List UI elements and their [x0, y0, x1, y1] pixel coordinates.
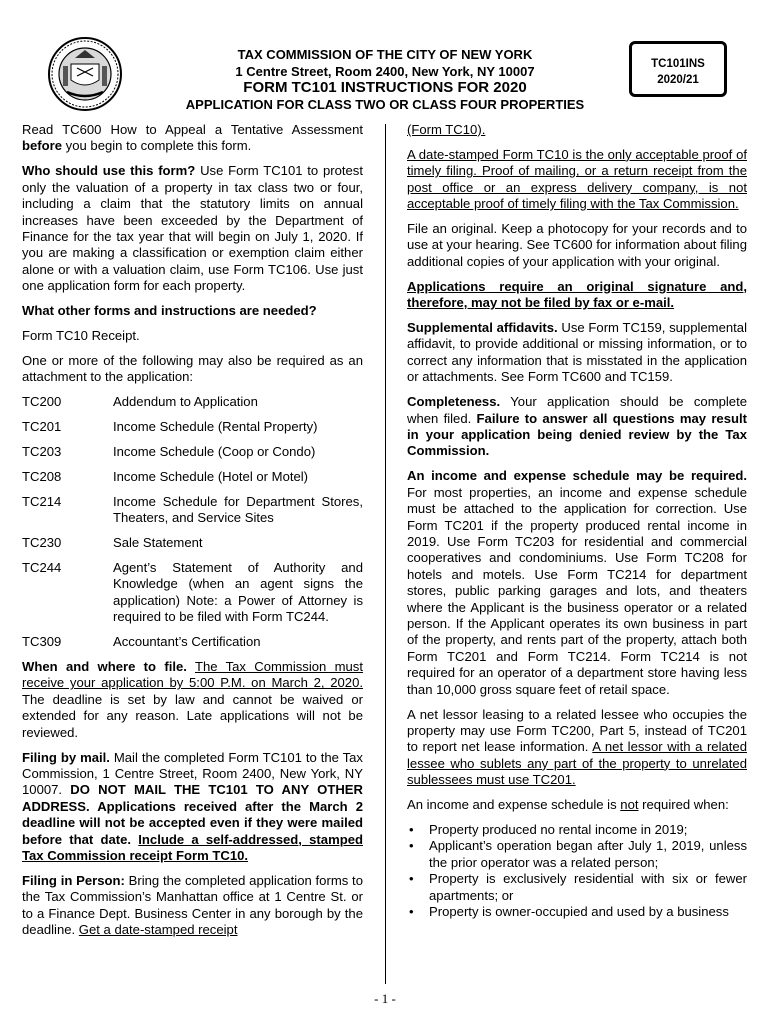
header-title: TAX COMMISSION OF THE CITY OF NEW YORK: [237, 47, 533, 62]
supplemental-paragraph: Supplemental affidavits. Use Form TC159, supplemental affidavit, to provide additional or missing information, or to correct any information that is misstated in the application or attachments. See Form TC600 and TC159.: [407, 320, 747, 385]
when-paragraph: When and where to file. The Tax Commission must receive your application by 5:00 P.M. on March 2, 2020. The deadline is set by law and cannot be waived or extended for any reason. Late applications will not be reviewed.: [22, 659, 363, 740]
who-paragraph: Who should use this form? Use Form TC101 to protest only the valuation of a property in tax class two or four, including a claim that the statutory limits on annual increases have been exceeded by the Department of Finance for the tax year that will begin on July 1, 2020. If you are making a classification or exemption claim either alone or with a valuation claim, use Form TC106. Use just one application form for each property.: [22, 163, 363, 294]
form-code: TC101INS: [651, 58, 705, 70]
mail-paragraph: Filing by mail. Mail the completed Form TC101 to the Tax Commission, 1 Centre Street, Room 2400, New York, NY 10007. DO NOT MAIL THE TC101 TO ANY OTHER ADDRESS. Applications received after the March 2 deadline will not be accepted even if they were mailed before that date. Include a self-addressed, stamped Tax Commission receipt Form TC10.: [22, 749, 363, 864]
net-lessor-paragraph: A net lessor leasing to a related lessee who occupies the property may use Form TC200, Part 5, instead of TC201 to report net lease information. A net lessor with a related lessee who sublets any part of the property to unrelated sublessees must use TC201.: [407, 706, 747, 788]
form-list-item: TC201 Income Schedule (Rental Property): [22, 419, 318, 435]
form-id-box: [629, 41, 727, 97]
form-list-item: TC244 Agent’s Statement of Authority and Knowledge (when an agent signs the application) Note: a Power of Attorney is required to be filed with Form TC244.: [22, 560, 363, 625]
original-paragraph: File an original. Keep a photocopy for your records and to use at your hearing. See TC600 for information about filing additional copies of your application with your original.: [407, 221, 747, 269]
other-forms-heading: What other forms and instructions are needed?: [22, 303, 317, 319]
signature-paragraph: Applications require an original signature and, therefore, may not be filed by fax or e-mail.: [407, 278, 747, 311]
exemption-list: [407, 822, 747, 920]
form-year: 2020/21: [657, 74, 699, 86]
completeness-paragraph: Completeness. Your application should be complete when filed. Failure to answer all questions may result in your application being denied review by the Tax Commission.: [407, 394, 747, 459]
proof-paragraph: A date-stamped Form TC10 is the only acceptable proof of timely filing. Proof of mailing, or a return receipt from the post office or an express delivery company, is not acceptable proof of timely filing with the Tax Commission.: [407, 146, 747, 212]
list-item: • Property is exclusively residential with six or fewer apartments; or: [407, 871, 747, 904]
income-paragraph: An income and expense schedule may be required. For most properties, an income and expense schedule must be attached to the application for correction. Use Form TC201 if the property produced rental income in 2019. Use Form TC203 for residential and commercial cooperatives and condominiums. Use Form TC208 for hotels and motels. Use Form TC214 for department stores, public parking garages and lots, and theaters where the Applicant is the business operator or a related person. If the Applicant operates its own business in part of the property, and rents part of the property, attach both Form TC201 and Form TC214. Form TC214 is not required for an operator of a department store having less than 10,000 gross square feet of retail space.: [407, 468, 747, 697]
column-divider: [385, 124, 386, 984]
form-list-item: TC203 Income Schedule (Coop or Condo): [22, 444, 316, 459]
receipt-line: Form TC10 Receipt.: [22, 327, 140, 343]
nyc-seal-logo: [47, 36, 123, 112]
not-required-paragraph: An income and expense schedule is not required when:: [407, 797, 729, 813]
page-number: - 1 -: [374, 991, 396, 1006]
in-person-paragraph: Filing in Person: Bring the completed application forms to the Tax Commission’s Manhattan office at 1 Centre St. or to a Finance Dept. Business Center in any borough by the deadline. Get a date-stamped receipt: [22, 872, 363, 938]
header-address: 1 Centre Street, Room 2400, New York, NY 10007: [235, 64, 535, 79]
list-item: • Property produced no rental income in 2019;: [407, 822, 747, 838]
form-title: FORM TC101 INSTRUCTIONS FOR 2020: [243, 79, 527, 96]
form-list-item: TC208 Income Schedule (Hotel or Motel): [22, 468, 309, 484]
intro-paragraph: Read TC600 How to Appeal a Tentative Assessment before you begin to complete this form.: [22, 122, 363, 154]
form-list-item: TC309 Accountant’s Certification: [22, 634, 261, 650]
right-column: [407, 122, 747, 920]
list-item: • Property is owner-occupied and used by a business: [407, 904, 747, 920]
form-list-item: TC214 Income Schedule for Department Stores, Theaters, and Service Sites: [22, 493, 363, 526]
form-list-item: TC200 Addendum to Application: [22, 394, 258, 410]
form-list-item: TC230 Sale Statement: [22, 535, 203, 551]
continued-text: (Form TC10).: [407, 122, 486, 137]
form-subtitle: APPLICATION FOR CLASS TWO OR CLASS FOUR PROPERTIES: [185, 97, 585, 112]
list-item: • Applicant’s operation began after July 1, 2019, unless the prior operator was a related person;: [407, 838, 747, 871]
left-column: [22, 122, 363, 947]
attachment-intro: One or more of the following may also be required as an attachment to the application:: [22, 352, 363, 385]
